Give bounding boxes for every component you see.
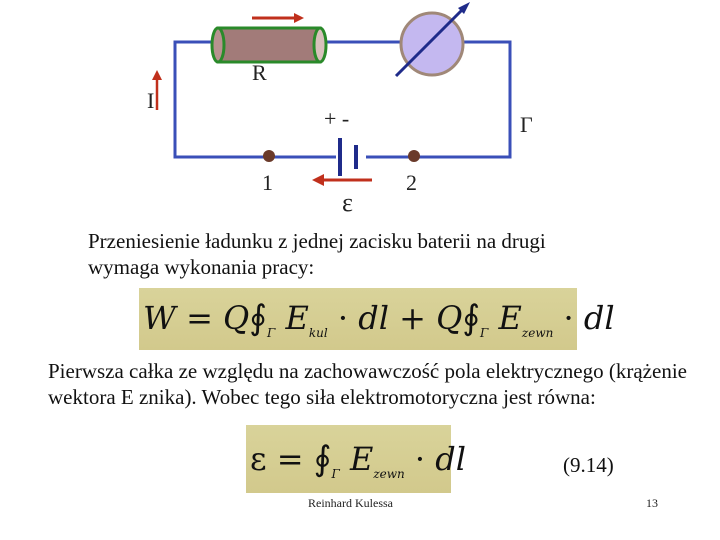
formula-sub-zewn: zewn bbox=[521, 326, 554, 340]
formula-q2: Q bbox=[436, 299, 463, 337]
formula-w: W bbox=[143, 299, 176, 337]
integral-2: ∮ bbox=[462, 298, 481, 338]
integral-1-gamma: Γ bbox=[267, 326, 276, 340]
formula-2-dot: · bbox=[414, 440, 426, 478]
formula-2-equals: = bbox=[276, 440, 304, 478]
formula-equals: = bbox=[186, 299, 213, 337]
formula-dl-1: dl bbox=[358, 299, 389, 337]
formula-e-zewn: E bbox=[498, 299, 522, 337]
formula-plus: + bbox=[399, 299, 426, 337]
formula-2-e-zewn: E bbox=[349, 440, 374, 478]
resistor-current-arrow bbox=[252, 13, 304, 23]
formula-2-sub-zewn: zewn bbox=[373, 467, 405, 481]
formula-q1: Q bbox=[223, 299, 250, 337]
label-r: R bbox=[252, 60, 267, 85]
integral-3: ∮ bbox=[313, 439, 332, 479]
label-terminal-1: 1 bbox=[262, 170, 273, 195]
resistor bbox=[212, 28, 326, 62]
integral-3-gamma: Γ bbox=[331, 467, 340, 481]
terminal-1-dot bbox=[263, 150, 275, 162]
circuit-diagram bbox=[0, 0, 720, 220]
formula-2-dl: dl bbox=[435, 440, 466, 478]
label-terminal-2: 2 bbox=[406, 170, 417, 195]
meter bbox=[396, 2, 470, 76]
formula-work-box bbox=[139, 288, 615, 350]
formula-epsilon: ε bbox=[250, 440, 267, 478]
formula-work bbox=[143, 298, 615, 340]
integral-1: ∮ bbox=[249, 298, 267, 338]
formula-dot-2: · bbox=[563, 299, 574, 337]
formula-dot-1: · bbox=[337, 299, 349, 337]
label-gamma: Γ bbox=[520, 112, 533, 137]
label-plus-minus: + - bbox=[324, 106, 350, 131]
integral-2-gamma: Γ bbox=[480, 326, 489, 340]
label-i: I bbox=[147, 88, 155, 113]
equation-number: (9.14) bbox=[563, 453, 614, 477]
formula-sub-kul: kul bbox=[308, 326, 328, 340]
formula-dl-2: dl bbox=[583, 299, 615, 337]
label-epsilon: ε bbox=[342, 188, 353, 217]
formula-emf bbox=[250, 439, 466, 481]
footer-page-number: 13 bbox=[646, 496, 658, 510]
footer-author: Reinhard Kulessa bbox=[308, 496, 393, 510]
paragraph-conservative: Pierwsza całka ze względu na zachowawczość pola elektrycznego (krążenie wektora E znika). Wobec tego siła elektromotoryczna jest równa: bbox=[48, 359, 687, 409]
formula-e-kul: E bbox=[285, 299, 309, 337]
terminal-2-dot bbox=[408, 150, 420, 162]
paragraph-work: Przeniesienie ładunku z jednej zacisku baterii na drugi wymaga wykonania pracy: bbox=[88, 229, 546, 279]
formula-emf-box bbox=[246, 425, 466, 493]
